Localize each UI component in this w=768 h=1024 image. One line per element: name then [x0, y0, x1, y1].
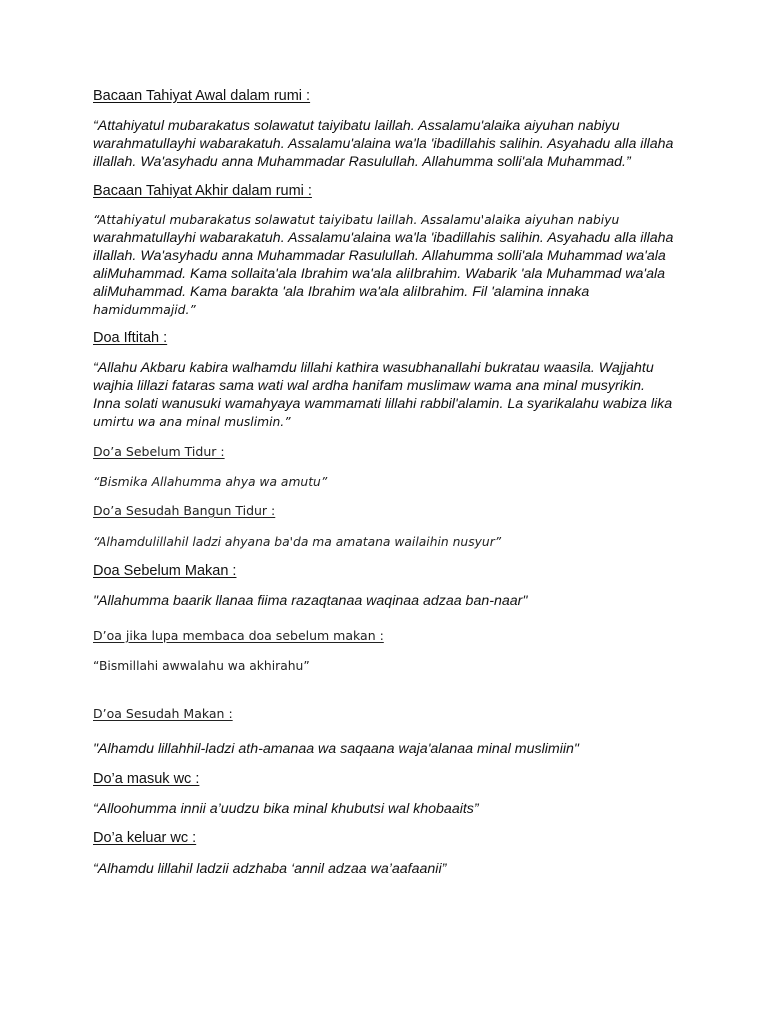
- text-line: “Attahiyatul mubarakatus solawatut taiyibatu laillah. Assalamu'alaika aiyuhan nabiyu: [93, 118, 620, 134]
- heading-doa-bangun-tidur: Do’a Sesudah Bangun Tidur :: [93, 503, 276, 518]
- text-doa-masuk-wc: [93, 800, 693, 818]
- text-line: aliMuhammad. Kama barakta 'ala Ibrahim wa'ala aliIbrahim. Fil 'alamina innaka: [93, 284, 590, 300]
- text-doa-keluar-wc: [93, 860, 693, 878]
- text-line: umirtu wa ana minal muslimin.”: [93, 415, 291, 429]
- text-doa-sebelum-makan: [93, 592, 693, 610]
- text-doa-bangun-tidur: [93, 533, 693, 551]
- text-line: “Alhamdu lillahil ladzii adzhaba ‘annil adzaa wa’aafaanii”: [93, 861, 447, 877]
- heading-doa-masuk-wc: Do’a masuk wc :: [93, 771, 200, 787]
- heading-tahiyat-awal: Bacaan Tahiyat Awal dalam rumi :: [93, 88, 311, 104]
- text-line: Inna solati wanusuki wamahyaya wammamati lillahi rabbil'alamin. La syarikalahu wabiza lika: [93, 396, 673, 412]
- text-line: aliMuhammad. Kama sollaita'ala Ibrahim wa'ala aliIbrahim. Wabarik 'ala Muhammad wa'ala: [93, 266, 666, 282]
- text-doa-sebelum-tidur: [93, 473, 693, 491]
- text-line: “Bismillahi awwalahu wa akhirahu”: [93, 659, 310, 673]
- text-doa-iftitah: [93, 359, 693, 431]
- text-tahiyat-awal: [93, 117, 693, 171]
- text-line: “Allahu Akbaru kabira walhamdu lillahi kathira wasubhanallahi bukratau waasila. Wajjahtu: [93, 360, 654, 376]
- text-tahiyat-akhir: [93, 211, 693, 319]
- text-line: illallah. Wa'asyhadu anna Muhammadar Rasulullah. Allahumma solli'ala Muhammad.”: [93, 154, 631, 170]
- heading-tahiyat-akhir: Bacaan Tahiyat Akhir dalam rumi :: [93, 183, 312, 199]
- heading-doa-keluar-wc: Do’a keluar wc :: [93, 830, 197, 846]
- heading-doa-iftitah: Doa Iftitah :: [93, 330, 168, 346]
- text-line: “Bismika Allahumma ahya wa amutu”: [93, 475, 328, 489]
- text-line: "Alhamdu lillahhil-ladzi ath-amanaa wa saqaana waja'alanaa minal muslimiin": [93, 741, 579, 757]
- heading-doa-sebelum-makan: Doa Sebelum Makan :: [93, 563, 237, 579]
- heading-doa-lupa-makan: D’oa jika lupa membaca doa sebelum makan :: [93, 628, 384, 643]
- text-line: wajhia lillazi fataras sama wati wal ardha hanifam muslimaw wama ana minal musyrikin.: [93, 378, 645, 394]
- text-doa-sesudah-makan: [93, 740, 693, 758]
- text-line: hamidummajid.”: [93, 303, 196, 317]
- text-line: “Attahiyatul mubarakatus solawatut taiyibatu laillah. Assalamu'alaika aiyuhan nabiyu: [93, 213, 620, 227]
- heading-doa-sesudah-makan: D’oa Sesudah Makan :: [93, 706, 233, 721]
- text-line: "Allahumma baarik llanaa fiima razaqtanaa waqinaa adzaa ban-naar": [93, 593, 528, 609]
- text-line: warahmatullayhi wabarakatuh. Assalamu'alaina wa'la 'ibadillahis salihin. Asyahadu alla illaha: [93, 136, 674, 152]
- text-line: “Alhamdulillahil ladzi ahyana ba'da ma amatana wailaihin nusyur”: [93, 535, 502, 549]
- text-line: illallah. Wa'asyhadu anna Muhammadar Rasulullah. Allahumma solli'ala Muhammad wa'ala: [93, 248, 666, 264]
- text-line: warahmatullayhi wabarakatuh. Assalamu'alaina wa'la 'ibadillahis salihin. Asyahadu alla illaha: [93, 230, 674, 246]
- heading-doa-sebelum-tidur: Do’a Sebelum Tidur :: [93, 444, 225, 459]
- text-doa-lupa-makan: [93, 657, 693, 675]
- text-line: “Alloohumma innii a’uudzu bika minal khubutsi wal khobaaits”: [93, 801, 479, 817]
